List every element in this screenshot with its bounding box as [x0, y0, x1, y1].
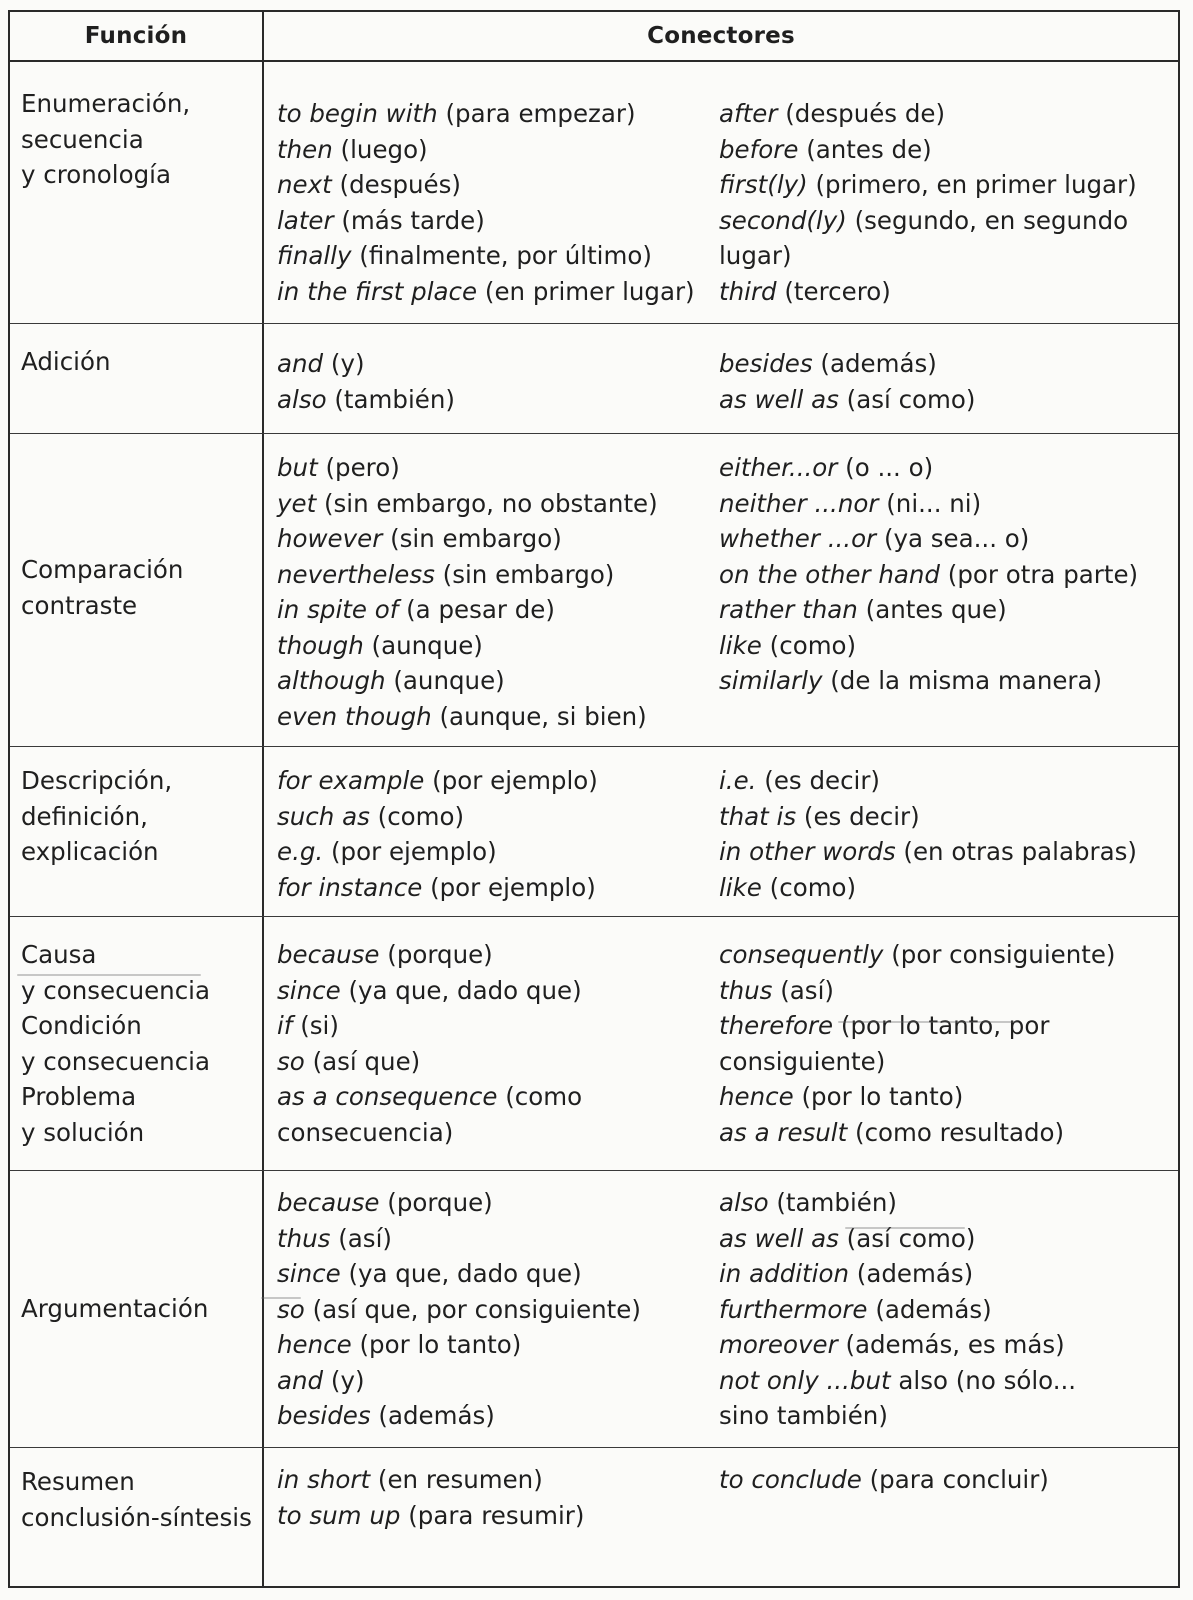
connector-meaning: (aunque) [371, 630, 483, 660]
connector-term: since [277, 975, 341, 1005]
connector-entry [719, 937, 1115, 973]
connector-term: for instance [277, 872, 423, 902]
connector-entry [277, 382, 455, 418]
connector-entry [277, 1498, 584, 1534]
connector-meaning: (como [505, 1082, 583, 1111]
connector-term: because [277, 1188, 380, 1217]
connector-term: also [277, 384, 327, 414]
connectors-table [8, 10, 1180, 1588]
connector-meaning: (por ejemplo) [432, 766, 598, 795]
connector-entry [277, 346, 455, 382]
function-label: secuencia [21, 124, 144, 154]
connector-entry [719, 1079, 1115, 1115]
connector-meaning: (además) [378, 1401, 495, 1430]
connector-entry [719, 1221, 1076, 1257]
connector-term: to sum up [277, 1500, 401, 1530]
connector-entry [277, 1327, 641, 1363]
connector-entry [719, 1185, 1076, 1221]
connector-entry [277, 1398, 641, 1434]
connector-meaning: (como) [377, 801, 465, 831]
connector-entry [719, 96, 1137, 132]
connector-meaning: (así) [780, 975, 834, 1005]
connector-meaning: (porque) [387, 940, 493, 969]
connector-meaning: (luego) [340, 134, 428, 164]
connectors-column-left [277, 1185, 641, 1434]
function-label: Descripción, [21, 766, 173, 795]
table-row [10, 324, 1178, 434]
connector-entry [719, 1292, 1076, 1328]
connector-term: and [277, 1365, 324, 1395]
connector-entry [277, 167, 695, 203]
connector-term: in other words [719, 837, 896, 866]
connector-entry [277, 96, 695, 132]
connector-entry [719, 1398, 1076, 1434]
function-label: explicación [21, 837, 159, 866]
connector-entry [277, 937, 582, 973]
connector-term: e.g. [277, 837, 324, 866]
connector-meaning: (como) [769, 872, 857, 902]
connector-term: thus [719, 975, 773, 1005]
pencil-underline-mark [17, 974, 201, 976]
connector-entry [719, 557, 1138, 593]
connectors-column-left [277, 346, 455, 417]
connector-meaning: (por otra parte) [947, 559, 1139, 589]
function-label: definición, [21, 801, 148, 831]
connector-term: later [277, 205, 334, 235]
connector-term: for example [277, 766, 425, 795]
connector-term: moreover [719, 1330, 838, 1359]
connector-term: in the first place [277, 276, 478, 306]
table-row [10, 434, 1178, 747]
function-cell [21, 937, 257, 1150]
connector-entry [277, 521, 658, 557]
function-cell [21, 86, 257, 193]
connector-entry [277, 799, 598, 835]
connector-entry [719, 973, 1115, 1009]
function-label: Problema [21, 1082, 137, 1111]
connector-term: either...or [719, 453, 838, 482]
connector-meaning: (así como) [846, 384, 976, 414]
connector-entry [719, 274, 1137, 310]
connector-meaning: (es decir) [803, 801, 920, 831]
connector-term: not only ...but [719, 1365, 891, 1395]
connector-meaning: (después de) [785, 99, 946, 128]
function-label: Resumen [21, 1467, 135, 1496]
connector-term: after [719, 99, 778, 128]
connector-meaning: (por ejemplo) [430, 872, 596, 902]
connector-entry [277, 557, 658, 593]
connector-entry [277, 834, 598, 870]
connector-meaning: (sin embargo, no obstante) [323, 488, 658, 518]
connector-term: furthermore [719, 1294, 868, 1324]
connector-term: in spite of [277, 595, 399, 624]
connector-term: hence [719, 1082, 794, 1111]
connectors-column-right [719, 1462, 1049, 1498]
connector-term: since [277, 1259, 341, 1288]
connector-meaning: (pero) [325, 453, 400, 482]
connector-meaning: (y) [330, 349, 365, 378]
connector-meaning: (sin embargo) [442, 559, 615, 589]
function-label: Causa [21, 940, 97, 969]
function-label: y solución [21, 1117, 145, 1147]
connector-meaning: (también) [776, 1188, 897, 1217]
connector-meaning: (así que, por consiguiente) [312, 1294, 641, 1324]
connector-term: neither ...nor [719, 488, 879, 518]
connector-meaning: (es decir) [764, 766, 880, 795]
connector-term: i.e. [719, 766, 757, 795]
connector-meaning: (y) [330, 1365, 365, 1395]
connector-entry [719, 450, 1138, 486]
function-label: y cronología [21, 160, 171, 189]
connectors-column-right [719, 346, 975, 417]
connector-entry [277, 763, 598, 799]
connector-entry [719, 1327, 1076, 1363]
connector-entry [719, 1462, 1049, 1498]
connector-meaning: (por lo tanto, por [840, 1011, 1050, 1040]
connector-meaning: (además) [856, 1259, 974, 1288]
connector-term: then [277, 134, 333, 164]
header-funcion: Función [84, 23, 188, 49]
connector-meaning: (como) [769, 630, 857, 660]
connector-term: so [277, 1294, 305, 1324]
connector-meaning: (antes que) [865, 595, 1007, 624]
connector-term: before [719, 134, 799, 164]
connector-entry [719, 521, 1138, 557]
connector-meaning: (como resultado) [855, 1117, 1065, 1147]
connectors-column-right [719, 937, 1115, 1150]
connector-entry [277, 628, 658, 664]
connector-meaning: (tercero) [784, 276, 891, 306]
connector-term: next [277, 170, 332, 199]
connectors-column-left [277, 450, 658, 734]
connectors-column-right [719, 450, 1138, 699]
function-label: y consecuencia [21, 1046, 211, 1076]
connector-meaning: (para concluir) [869, 1465, 1049, 1494]
connector-entry [277, 1185, 641, 1221]
connector-term: like [719, 872, 762, 902]
pencil-underline-mark [261, 1297, 301, 1299]
connector-entry [277, 203, 695, 239]
connector-entry [719, 1256, 1076, 1292]
connector-meaning: (o ... o) [845, 453, 934, 482]
function-label: Adición [21, 347, 111, 376]
connector-term: in addition [719, 1259, 849, 1288]
connector-entry [277, 699, 658, 735]
connector-meaning: (sin embargo) [390, 524, 562, 553]
connector-meaning: (además) [875, 1294, 992, 1324]
connector-term: third [719, 276, 777, 306]
connector-entry [719, 486, 1138, 522]
connector-term: besides [277, 1401, 371, 1430]
table-header [10, 12, 1178, 62]
connector-entry [277, 132, 695, 168]
connector-term: on the other hand [719, 559, 940, 589]
function-label: Enumeración, [21, 89, 191, 118]
connector-term: such as [277, 801, 370, 831]
connector-term: although [277, 666, 386, 695]
connector-entry [277, 1008, 582, 1044]
table-row [10, 747, 1178, 917]
connector-entry [277, 238, 695, 274]
connector-meaning: (así que) [312, 1046, 421, 1076]
connector-term: to begin with [277, 99, 438, 128]
connector-entry [719, 167, 1137, 203]
connector-meaning: (en primer lugar) [484, 276, 695, 306]
connector-entry [277, 1256, 641, 1292]
connector-entry [277, 1221, 641, 1257]
connector-meaning: (por ejemplo) [331, 837, 497, 866]
connector-meaning: (de la misma manera) [830, 666, 1103, 695]
connector-entry [719, 346, 975, 382]
connector-term: as well as [719, 384, 839, 414]
connector-term: similarly [719, 666, 823, 695]
connector-term: thus [277, 1223, 331, 1253]
connector-meaning: (antes de) [806, 134, 932, 164]
connector-entry [277, 1292, 641, 1328]
connector-meaning: also (no sólo... [898, 1365, 1077, 1395]
connector-term: and [277, 349, 324, 378]
connector-term: if [277, 1011, 293, 1040]
function-label: contraste [21, 590, 138, 620]
connector-term: because [277, 940, 380, 969]
function-cell [21, 344, 257, 380]
connector-meaning: (aunque) [393, 666, 505, 695]
connector-entry [719, 1363, 1076, 1399]
connector-entry [277, 1115, 582, 1151]
connectors-column-right [719, 763, 1137, 905]
connector-term: that is [719, 801, 797, 831]
connector-meaning: (ya que, dado que) [348, 975, 582, 1005]
connector-meaning: (ni... ni) [886, 488, 982, 518]
connector-term: first(ly) [719, 170, 808, 199]
connector-meaning: consecuencia) [277, 1117, 454, 1147]
connector-meaning: (primero, en primer lugar) [815, 170, 1137, 199]
connector-meaning: lugar) [719, 241, 792, 270]
connector-entry [719, 1115, 1115, 1151]
connector-entry [277, 274, 695, 310]
connector-term: yet [277, 488, 317, 518]
connector-meaning: (finalmente, por último) [359, 241, 652, 270]
connector-entry [277, 973, 582, 1009]
connector-entry [719, 799, 1137, 835]
connector-entry [277, 663, 658, 699]
connectors-column-left [277, 763, 598, 905]
connector-meaning: (así) [338, 1223, 392, 1253]
connector-term: though [277, 630, 364, 660]
connector-term: consequently [719, 940, 884, 969]
connector-meaning: (también) [334, 384, 455, 414]
connector-entry [277, 592, 658, 628]
connector-meaning: (más tarde) [341, 205, 485, 235]
connector-term: so [277, 1046, 305, 1076]
function-label: Argumentación [21, 1294, 209, 1323]
connector-entry [719, 834, 1137, 870]
connector-term: whether ...or [719, 524, 877, 553]
connector-meaning: (ya que, dado que) [348, 1259, 582, 1288]
connector-term: hence [277, 1330, 352, 1359]
connector-entry [277, 1363, 641, 1399]
connector-term: finally [277, 241, 352, 270]
connector-entry [277, 450, 658, 486]
table-row [10, 1171, 1178, 1448]
connector-meaning: (en otras palabras) [903, 837, 1137, 866]
connector-entry [719, 870, 1137, 906]
connector-meaning: (en resumen) [377, 1465, 543, 1494]
function-label: conclusión-síntesis [21, 1502, 252, 1532]
function-cell [21, 763, 257, 870]
connector-entry [719, 663, 1138, 699]
connector-term: rather than [719, 595, 858, 624]
connector-entry [719, 1044, 1115, 1080]
connector-meaning: (porque) [387, 1188, 493, 1217]
pencil-underline-mark [845, 1227, 965, 1229]
connector-entry [277, 486, 658, 522]
connector-meaning: (por lo tanto) [359, 1330, 522, 1359]
connector-meaning: (aunque, si bien) [439, 701, 647, 731]
connector-entry [719, 382, 975, 418]
connector-meaning: (además, es más) [845, 1330, 1065, 1359]
function-cell [21, 1464, 257, 1535]
connector-meaning: (para empezar) [445, 99, 636, 128]
connector-meaning: (por lo tanto) [801, 1082, 964, 1111]
connectors-column-right [719, 96, 1137, 309]
connector-term: in short [277, 1465, 371, 1494]
connector-entry [719, 763, 1137, 799]
connector-entry [719, 203, 1137, 239]
connector-term: second(ly) [719, 205, 847, 235]
connector-term: also [719, 1188, 769, 1217]
connector-meaning: (después) [339, 170, 461, 199]
connector-entry [719, 1008, 1115, 1044]
connector-meaning: (así como) [846, 1223, 976, 1253]
pencil-underline-mark [838, 1021, 1018, 1023]
function-cell [21, 1291, 257, 1327]
function-label: y consecuencia [21, 975, 211, 1005]
connector-term: as well as [719, 1223, 839, 1253]
connector-entry [719, 628, 1138, 664]
connector-entry [719, 132, 1137, 168]
table-row [10, 1448, 1178, 1590]
connectors-column-right [719, 1185, 1076, 1434]
connector-entry [277, 1044, 582, 1080]
connector-term: but [277, 453, 318, 482]
function-label: Comparación [21, 555, 184, 584]
connector-term: to conclude [719, 1465, 862, 1494]
connector-term: as a consequence [277, 1082, 498, 1111]
connector-term: even though [277, 701, 432, 731]
connector-entry [719, 238, 1137, 274]
connector-entry [277, 1462, 584, 1498]
function-label: Condición [21, 1011, 142, 1040]
connector-term: as a result [719, 1117, 848, 1147]
connector-meaning: (además) [820, 349, 937, 378]
connector-entry [719, 592, 1138, 628]
connectors-column-left [277, 96, 695, 309]
connectors-column-left [277, 937, 582, 1150]
connector-term: nevertheless [277, 559, 435, 589]
header-conectores: Conectores [647, 23, 795, 49]
connector-entry [277, 1079, 582, 1115]
table-row [10, 917, 1178, 1171]
connector-term: like [719, 630, 762, 660]
connectors-column-left [277, 1462, 584, 1533]
connector-meaning: (segundo, en segundo [854, 205, 1129, 235]
connector-meaning: (si) [300, 1011, 339, 1040]
table-row [10, 62, 1178, 324]
function-cell [21, 552, 257, 623]
connector-term: besides [719, 349, 813, 378]
connector-entry [277, 870, 598, 906]
connector-term: therefore [719, 1011, 834, 1040]
connector-meaning: (por consiguiente) [891, 940, 1116, 969]
connector-term: however [277, 524, 383, 553]
connector-meaning: consiguiente) [719, 1046, 886, 1076]
connector-meaning: (a pesar de) [406, 595, 555, 624]
connector-meaning: (para resumir) [408, 1500, 585, 1530]
connector-meaning: sino también) [719, 1401, 888, 1430]
connector-meaning: (ya sea... o) [883, 524, 1030, 553]
